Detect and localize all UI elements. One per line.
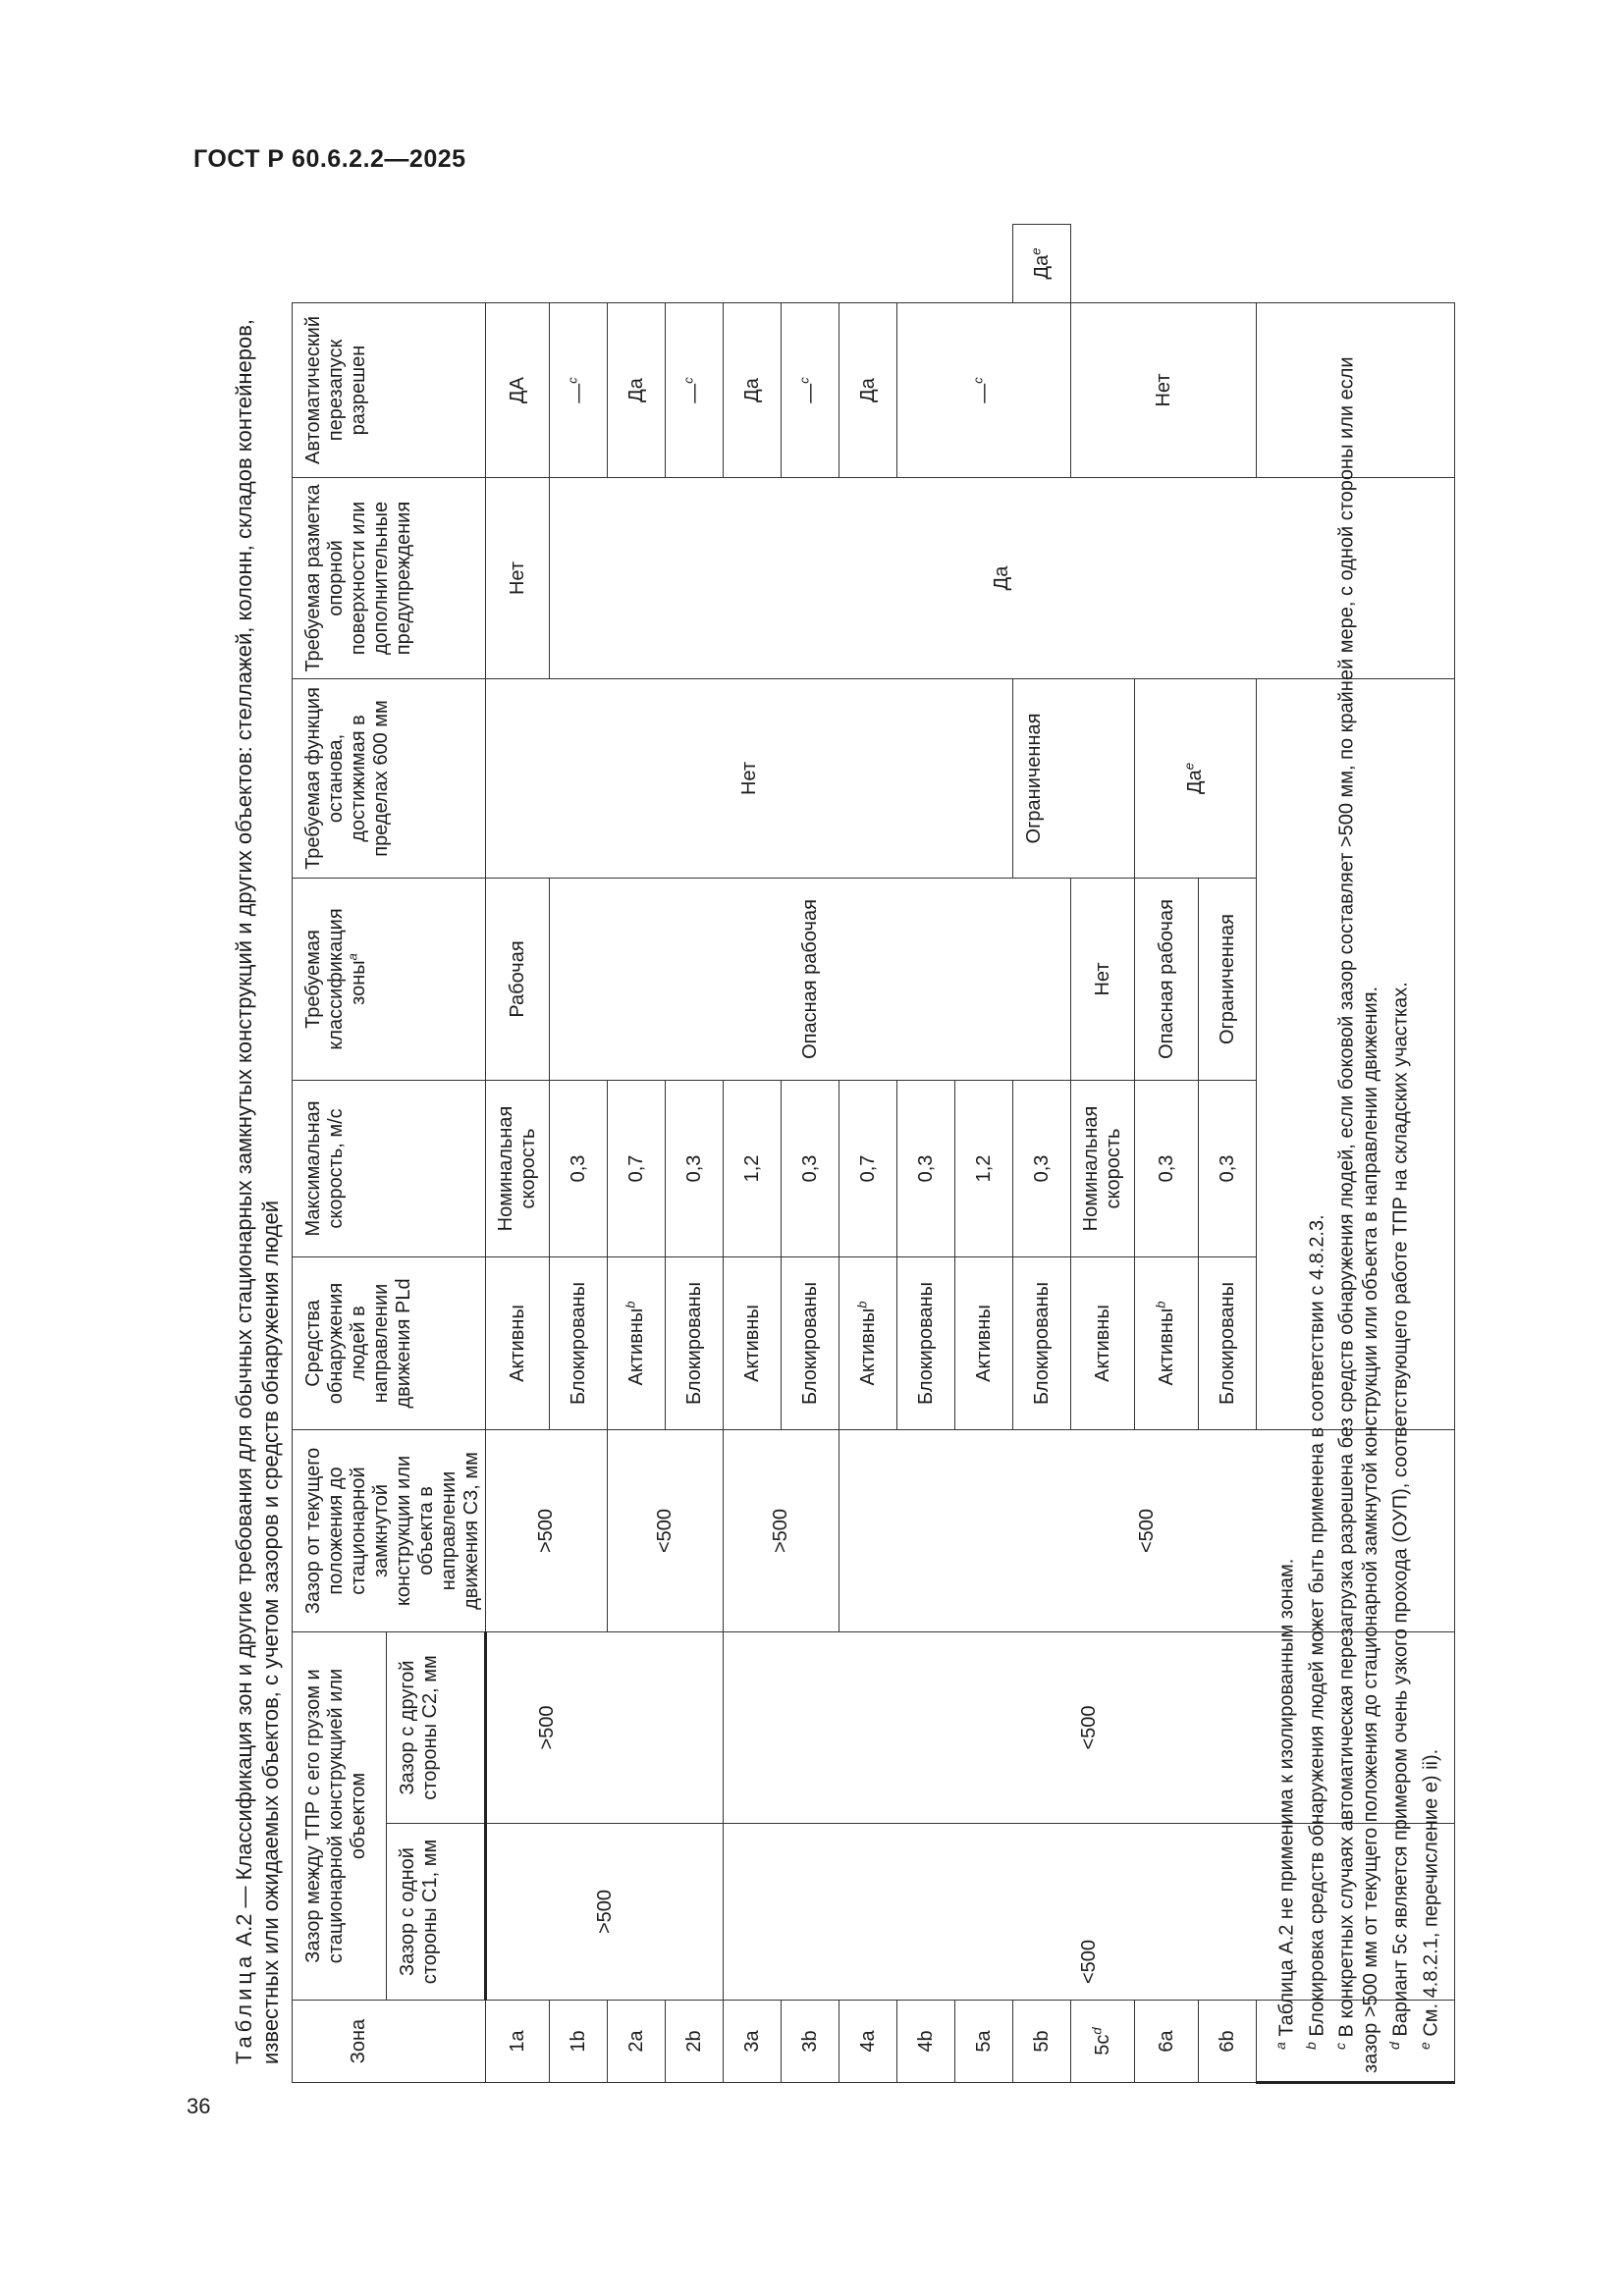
stop-cell: [1135, 678, 1257, 878]
header-marking: Требуемая разметка опорной поверхности или дополнительные предупреждения: [293, 477, 486, 678]
c1-cell: >500: [486, 1824, 724, 2001]
detection-cell: Блокированы: [782, 1256, 839, 1429]
detection-cell: [608, 1256, 666, 1429]
zone-cell: 6a: [1135, 2001, 1199, 2083]
c3-cell: >500: [486, 1429, 608, 1631]
detection-cell: Блокированы: [1199, 1256, 1257, 1429]
footnote-ref-e: e: [1027, 247, 1043, 255]
footnote-ref-c: c: [969, 377, 985, 384]
zone-cell: 5b: [1013, 2001, 1071, 2083]
zone-cell: 5a: [955, 2001, 1013, 2083]
detection-cell: [1135, 1256, 1199, 1429]
speed-cell: Номинальная скорость: [486, 1080, 550, 1256]
c3-cell: <500: [608, 1429, 724, 1631]
detection-cell: Блокированы: [666, 1256, 724, 1429]
detection-cell: Активны: [1071, 1256, 1135, 1429]
marking-cell: Да: [550, 477, 1455, 678]
footnote-mark-e: e: [1416, 2042, 1433, 2050]
footnote-mark-a: a: [1272, 2042, 1288, 2050]
stop-cell: [1013, 225, 1071, 303]
footnote-ref-c: c: [564, 377, 579, 384]
dash-text: —: [972, 383, 995, 403]
header-classification: [293, 878, 486, 1080]
speed-cell: 0,3: [782, 1080, 839, 1256]
speed-cell: 0,7: [608, 1080, 666, 1256]
detection-cell: Активны: [955, 1256, 1013, 1429]
footnote-ref-b: b: [1152, 1301, 1167, 1308]
footnote-b: [1299, 311, 1329, 2073]
classification-table: [292, 224, 1455, 2084]
detection-cell: Блокированы: [550, 1256, 608, 1429]
footnote-ref-c: c: [795, 377, 811, 384]
footnote-b-text: Блокировка средств обнаружения людей может быть применена в соответствии с 4.8.2.3.: [1306, 1214, 1328, 2037]
speed-cell: 0,3: [1199, 1080, 1257, 1256]
zone-cell: [1071, 2001, 1135, 2083]
dash-text: —: [798, 383, 821, 403]
speed-cell: 0,7: [839, 1080, 897, 1256]
header-gap-group: Зазор между ТПР с его грузом и стационарной конструкцией или объектом: [293, 1631, 387, 2000]
c2-cell: <500: [724, 1631, 1455, 1823]
c2-cell-empty: [608, 1631, 724, 1823]
zone-cell: 3a: [724, 2001, 782, 2083]
speed-cell: 1,2: [724, 1080, 782, 1256]
detection-text: Активны: [1155, 1308, 1177, 1386]
footnote-c-text: В конкретных случаях автоматическая перезагрузка разрешена без средств обнаружения людей, если боковой зазор составляет >500 мм, по крайней мере, с одной стороны или если зазор >500 мм от текущего положения до стационарной замкнутой конструкции или объекта в направлении движения.: [1335, 356, 1381, 2073]
footnote-e-text: См. 4.8.2.1, перечисление e) ii).: [1420, 1748, 1442, 2037]
page-number: 36: [187, 2094, 211, 2118]
zone-text: 5c: [1091, 2034, 1113, 2056]
caption-number: А.2: [232, 1913, 256, 1947]
footnote-ref-b: b: [853, 1301, 869, 1308]
classification-cell: Ограниченная: [1199, 878, 1257, 1080]
restart-cell: [666, 302, 724, 477]
footnote-c: [1328, 311, 1382, 2073]
restart-cell: Да: [724, 302, 782, 477]
footnote-d: [1382, 311, 1413, 2073]
dash-text: —: [567, 383, 589, 403]
zone-cell: 1a: [486, 2001, 550, 2083]
header-c2: Зазор с другой стороны C2, мм: [387, 1631, 486, 1823]
footnote-e: [1413, 311, 1443, 2073]
zone-cell: 6b: [1199, 2001, 1257, 2083]
classification-cell: Рабочая: [486, 878, 550, 1080]
header-restart: Автоматический перезапуск разрешен: [293, 302, 486, 477]
footnote-mark-c: c: [1332, 2043, 1349, 2050]
zone-cell: 3b: [782, 2001, 839, 2083]
c3-cell: <500: [839, 1429, 1455, 1631]
footnote-ref-d: d: [1088, 2027, 1104, 2035]
footnote-mark-b: b: [1302, 2042, 1319, 2050]
zone-cell: 2a: [608, 2001, 666, 2083]
dash-text: —: [682, 383, 705, 403]
speed-cell: 0,3: [550, 1080, 608, 1256]
header-stop: Требуемая функция останова, достижимая в пределах 600 мм: [293, 678, 486, 878]
rotated-table-page: [193, 224, 1440, 2084]
footnote-d-text: Вариант 5c является примером очень узкого прохода (ОУП), соответствующего работе ТПР на складских участках.: [1389, 982, 1412, 2037]
classification-cell: Опасная рабочая: [1135, 878, 1199, 1080]
c2-cell: >500: [486, 1631, 608, 1823]
caption-label: Таблица: [232, 1951, 256, 2064]
restart-cell: Нет: [1071, 302, 1257, 477]
restart-cell: [550, 302, 608, 477]
detection-cell: Блокированы: [897, 1256, 955, 1429]
zone-cell: 4b: [897, 2001, 955, 2083]
zone-cell: 4a: [839, 2001, 897, 2083]
c1-cell: <500: [724, 1824, 1455, 2001]
restart-cell: Да: [839, 302, 897, 477]
detection-text: Активны: [856, 1308, 879, 1386]
zone-cell: 2b: [666, 2001, 724, 2083]
stop-cell: Нет: [486, 678, 1013, 878]
restart-cell: Да: [608, 302, 666, 477]
stop-text: Да: [1184, 770, 1206, 794]
footnote-a: [1269, 311, 1299, 2073]
stop-text: Да: [1030, 254, 1053, 280]
header-detection: Средства обнаружения людей в направлении движения PLd: [293, 1256, 486, 1429]
speed-cell: 0,3: [897, 1080, 955, 1256]
detection-cell: Активны: [724, 1256, 782, 1429]
stop-cell: Нет: [1071, 878, 1135, 1080]
footnote-ref-a: a: [345, 953, 360, 961]
table-footnotes: [1257, 302, 1455, 2082]
restart-cell: [897, 302, 1071, 477]
detection-cell: Активны: [486, 1256, 550, 1429]
footnote-ref-e: e: [1181, 763, 1197, 771]
footnote-mark-d: d: [1385, 2042, 1402, 2050]
zone-cell: 1b: [550, 2001, 608, 2083]
classification-cell: Опасная рабочая: [550, 878, 1071, 1080]
header-c3: Зазор от текущего положения до стационарной замкнутой конструкции или объекта в направлении движения C3, мм: [293, 1429, 486, 1631]
restart-cell: ДА: [486, 302, 550, 477]
speed-cell: 0,3: [1135, 1080, 1199, 1256]
footnote-a-text: Таблица А.2 не применима к изолированным зонам.: [1275, 1558, 1298, 2037]
marking-cell: Нет: [486, 477, 550, 678]
footnote-ref-b: b: [622, 1301, 637, 1308]
c3-cell: >500: [724, 1429, 839, 1631]
header-speed: Максимальная скорость, м/с: [293, 1080, 486, 1256]
caption-text: — Классификация зон и другие требования для обычных стационарных замкнутых конструкций и других объектов: стеллажей, колонн, складов контейнеров, известных или ожидаемых объектов, с учетом зазоров и средств обнаружения людей: [232, 318, 283, 2064]
footnote-ref-c: c: [679, 377, 695, 384]
header-classification-text: Требуемая классификация зоны: [302, 908, 369, 1050]
document-header: ГОСТ Р 60.6.2.2—2025: [193, 145, 466, 173]
speed-cell: 0,3: [666, 1080, 724, 1256]
table-caption: [231, 229, 284, 2064]
detection-cell: [839, 1256, 897, 1429]
speed-cell: 1,2: [955, 1080, 1013, 1256]
detection-cell: Блокированы: [1013, 1256, 1071, 1429]
detection-text: Активны: [624, 1308, 647, 1386]
restart-cell: [782, 302, 839, 477]
speed-cell: 0,3: [1013, 1080, 1071, 1256]
classification-cell: Ограниченная: [1013, 678, 1135, 878]
speed-cell: Номинальная скорость: [1071, 1080, 1135, 1256]
header-c1: Зазор с одной стороны C1, мм: [387, 1824, 486, 2001]
header-zone: Зона: [293, 2001, 486, 2083]
